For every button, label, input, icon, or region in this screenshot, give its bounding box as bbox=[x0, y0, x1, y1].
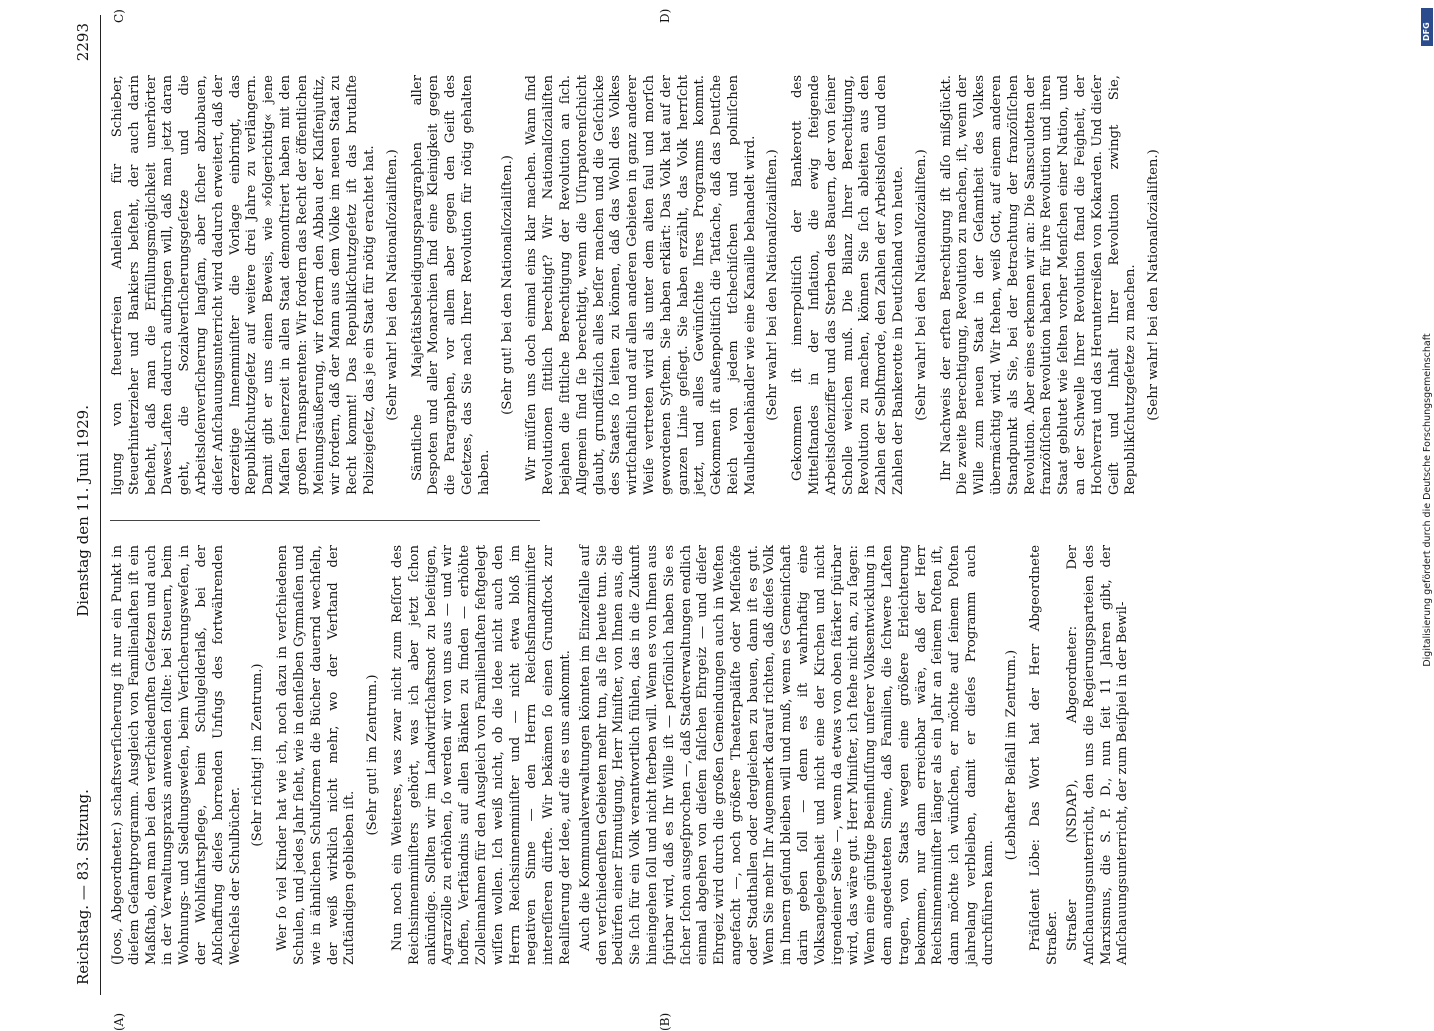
margin-mark-a: (A) bbox=[112, 1012, 126, 1031]
page-number: 2293 bbox=[74, 23, 92, 62]
paragraph: Wir müſſen uns doch einmal eins klar machen. Wann ſind Revolutionen ſittlich berechtigt? Wir Nationalſozialiſten bejahen die ſittliche Berechtigung der Revolution an ſich. Allgemein ſind ſie berechtigt, wenn die Uſurpatorenſchicht glaubt, grundſätzlich alles beſſer machen und die Geſchicke des Staates ſo leiten zu können, daß das Wohl des Volkes wirtſchaftlich und auf allen anderen Gebieten in ganz anderer Weiſe vertreten wird als unter dem alten faul und morſch gewordenen Syſtem. Sie haben erklärt: Das Volk hat auf der ganzen Linie geſiegt. Sie haben erzählt, das Volk herrſcht jetzt, und alles Gewünſchte Ihres Programms kommt. Gekommen iſt außenpolitiſch die Tatſache, daß das Deutſche Reich von jedem tſchechiſchen und polniſchen Maulheldenhändler wie eine Kanaille behandelt wird. bbox=[524, 75, 758, 495]
dfg-logo-text: DFG bbox=[1422, 22, 1431, 41]
paragraph: Ihr Nachweis der erſten Berechtigung iſt alſo mißglückt. Die zweite Berechtigung, Revolution zu machen, iſt, wenn der Wille zum neuen Staat in der Geſamtheit des Volkes übermächtig wird. Wir ſtehen, weiß Gott, auf einem anderen Standpunkt als Sie, bei der Betrachtung der franzöſiſchen Revolution. Aber eines erkennen wir an: Die Sansculotten der franzöſiſchen Revolution haben für ihre Revolution und ihren Staat geblutet wie ſelten vorher Menſchen einer Nation, und an der Schwelle Ihrer Revolution ſtand die Feigheit, der Hochverrat und das Herunterreißen von Kokarden. Und dieſer Geiſt und Inhalt Ihrer Revolution zwingt Sie, Republikſchutzgeſetze zu machen. bbox=[938, 75, 1139, 495]
interjection: (Lebhafter Beifall im Zentrum.) bbox=[1003, 649, 1019, 861]
header-rule bbox=[100, 15, 101, 995]
interjection: (Sehr gut! im Zentrum.) bbox=[365, 674, 381, 836]
paragraph: Straßer (NSDAP), Abgeordneter: Der Anſchauungsunterricht, den uns die Regierungsparteien des Marxismus, die S. P. D., nun ſeit 11 Jahren gibt, der Anſchauungsunterricht, der zum Beiſpiel in der Bewil- bbox=[1065, 545, 1131, 965]
margin-mark-c: C) bbox=[112, 9, 126, 23]
page-header bbox=[70, 15, 98, 995]
rotated-page bbox=[70, 8, 1370, 1031]
paragraph: Gekommen iſt innerpolitiſch der Bankerott des Mittelſtandes in der Inflation, die ewig ſteigende Arbeitsloſenziffer und das Sterben des Bauern, der von ſeiner Scholle weichen muß. Die Bilanz Ihrer Berechtigung, Revolution zu machen, können Sie ſich ableiten aus den Zahlen der Selbſtmorde, den Zahlen der Arbeitsloſen und den Zahlen der Bankerotte in Deutſchland von heute. bbox=[790, 75, 907, 495]
paragraph: Auch die Kommunalverwaltungen könnten im Einzelfalle auf den verſchiedenſten Gebieten mehr tun, als ſie heute tun. Sie bedürfen einer Ermutigung, Herr Miniſter, von Ihnen aus, die Sie ſich für ein Volk verantwortlich fühlen, das in die Zukunft hineingehen ſoll und nicht ſterben will. Wenn es von Ihnen aus ſpürbar wird, daß es Ihr Wille iſt — perſönlich haben Sie es ſicher ſchon ausgeſprochen —, daß Stadtverwaltungen endlich einmal abgehen von dieſem falſchen Ehrgeiz — und dieſer Ehrgeiz wird durch die großen Gemeindungen auch in Weſten angefacht —, noch größere Theaterpaläſte oder Meſſehöfe oder Stadthallen oder dergleichen zu bauen, dann iſt es gut. Wenn Sie mehr Ihr Augenmerk darauf richten, daß dieſes Volk im Innern geſund bleiben will und muß, wenn es Gemeinſchaft darin geben ſoll — denn es iſt wahrhaftig eine Volksangelegenheit und nicht eine der Kirchen und nicht irgendeiner Seite —, wenn da etwas von oben ſtärker ſpürbar wird, das wäre gut. Herr Miniſter, ich ſtehe nicht an, zu ſagen: Wenn eine günſtige Beeinfluſſung unſerer Volksentwicklung in dem angedeuteten Sinne, daß Familien, die ſchwere Laſten tragen, von Staats wegen eine größere Erleichterung bekommen, nur dann erreichbar wäre, daß der Herr Reichsinnenminiſter länger als ein Jahr an ſeinem Poſten iſt, dann möchte ich wünſchen, er möchte auf ſeinem Poſten jahrelang verbleiben, damit er dieſes Programm auch durchführen kann. bbox=[577, 545, 996, 965]
paragraph: ligung von ſteuerfreien Anleihen für Schieber, Steuerhinterzieher und Bankiers beſteht, der auch darin beſteht, daß man die Erfüllungsmöglichkeit unerhörter Dawes-Laſten dadurch aufbringen will, daß man jetzt daran geht, die Sozialverſicherungsgeſetze und die Arbeitsloſenverſicherung langſam, aber ſicher abzubauen, dieſer Anſchauungsunterricht wird dadurch erweitert, daß der derzeitige Innenminiſter die Vorlage einbringt, das Republikſchutzgeſetz auf weitere drei Jahre zu verlängern. Damit gibt er uns einen Beweis, wie »folgerichtig« jene Maſſen ſeinerzeit in allen Staat demonſtriert haben mit den großen Transparenten: Wir fordern das Recht der öffentlichen Meinungsäußerung, wir fordern den Abbau der Klaſſenjuſtiz, wir fordern, daß der Mann aus dem Volke im neuen Staat zu Recht kommt! Das Republikſchutzgeſetz iſt das brutalſte Polizeigeſetz, das je ein Staat für nötig erachtet hat. bbox=[110, 75, 377, 495]
paragraph: Präſident Löbe: Das Wort hat der Herr Abgeordnete Straßer. bbox=[1028, 545, 1061, 965]
header-date: Dienstag den 11. Juni 1929. bbox=[74, 405, 92, 617]
header-left-title: Reichstag. — 83. Sitzung. bbox=[74, 789, 92, 985]
dfg-logo bbox=[1421, 8, 1433, 46]
interjection: (Sehr wahr! bei den Nationalſozialiſten.) bbox=[913, 149, 929, 421]
paragraph: Wer ſo viel Kinder hat wie ich, noch dazu in verſchiedenen Schulen, und jedes Jahr ſieht, wie in denſelben Gymnaſien und wie in ähnlichen Schulformen die Bücher dauernd wechſeln, der weiß wirklich nicht mehr, wo der Verſtand der Zuſtändigen geblieben iſt. bbox=[275, 545, 358, 965]
paragraph: Sämtliche Majeſtätsbeleidigungsparagraphen aller Despoten und aller Monarchien ſind eine Kleinigkeit gegen die Paragraphen, vor allem aber gegen den Geiſt des Geſetzes, das Sie nach Ihrer Revolution für nötig gehalten haben. bbox=[409, 75, 492, 495]
paragraph: Nun noch ein Weiteres, was zwar nicht zum Reſſort des Reichsinnenminiſters gehört, was ich aber jetzt ſchon ankündige. Sollten wir im Landwirtſchaftsnot zu beſeitigen, Agrarzölle zu erhöhen, ſo werden wir von uns aus — und wir hoffen, Verſtändnis auf allen Bänken zu finden — erhöhte Zolleinnahmen für den Ausgleich von Familienlaſten feſtgelegt wiſſen wollen. Ich weiß nicht, ob die Idee nicht auch den Herrn Reichsinnenminiſter und — nicht etwa bloß im negativen Sinne — den Herrn Reichsfinanzminiſter intereſſieren dürfte. Wir bekämen ſo einen Grundſtock zur Realiſierung der Idee, auf die es uns ankommt. bbox=[389, 545, 573, 965]
interjection: (Sehr gut! bei den Nationalſozialiſten.) bbox=[499, 155, 515, 415]
right-text-column bbox=[110, 75, 1171, 495]
paragraph: (Joos, Abgeordneter.) schaftsverſicherung iſt nur ein Punkt in dieſem Geſamtprogramm. Ausgleich von Familienlaſten iſt ein Maßſtab, den man bei den verſchiedenſten Geſetzen und auch in der Verwaltungspraxis anwenden ſollte: bei Steuern, beim Wohnungs- und Siedlungsweſen, beim Verſicherungsweſen, in der Wohlfahrtspflege, beim Schulgelderlaß, bei der Abſchaffung dieſes horrenden Unfugs des fortwährenden Wechſels der Schulbücher. bbox=[110, 545, 243, 965]
left-text-column bbox=[110, 545, 1135, 965]
interjection: (Sehr wahr! bei den Nationalſozialiſten.) bbox=[1146, 149, 1162, 421]
margin-mark-b: (B) bbox=[658, 1012, 672, 1031]
column-divider bbox=[110, 520, 540, 521]
dfg-credit-line: Digitalisierung gefördert durch die Deutsche Forschungsgemeinschaft bbox=[1422, 333, 1433, 667]
interjection: (Sehr wahr! bei den Nationalſozialiſten.) bbox=[765, 149, 781, 421]
interjection: (Sehr richtig! im Zentrum.) bbox=[250, 663, 266, 847]
margin-mark-d: D) bbox=[658, 8, 672, 23]
interjection: (Sehr wahr! bei den Nationalſozialiſten.) bbox=[384, 149, 400, 421]
